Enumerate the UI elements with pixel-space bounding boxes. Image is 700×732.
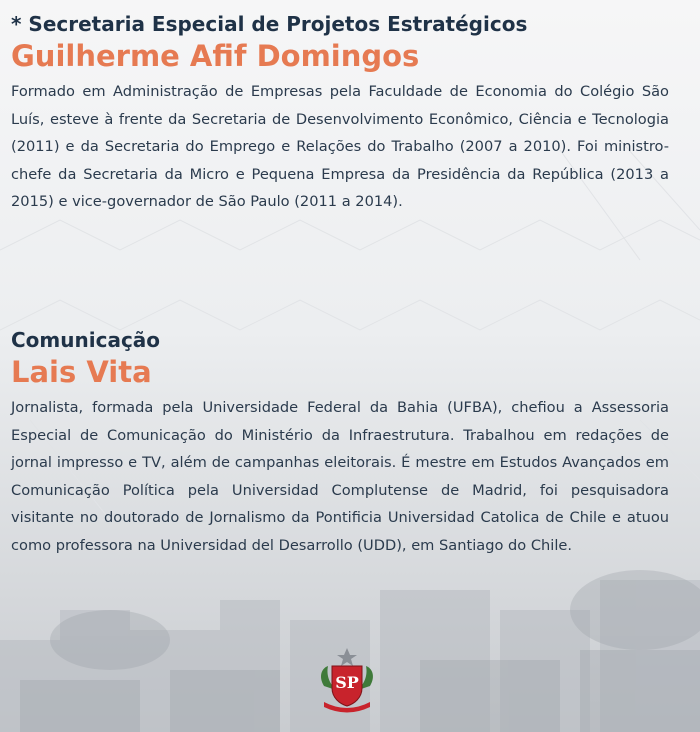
person-name: Lais Vita [11, 355, 152, 389]
section-projetos-estrategicos [11, 10, 669, 216]
person-bio: Jornalista, formada pela Universidade Federal da Bahia (UFBA), chefiou a Assessoria Especial de Comunicação do Ministério da Infraestrutura. Trabalhou em redações de jornal impresso e TV, além de campanhas eleitorais. É mestre em Estudos Avançados em Comunicação Política pela Universidad Complutense de Madrid, foi pesquisadora visitante no doutorado de Jornalismo da Pontificia Universidad Catolica de Chile e atuou como professora na Universidad del Desarrollo (UDD), em Santiago do Chile. [11, 399, 669, 554]
section-role-heading: Comunicação [11, 328, 161, 352]
section-role-heading: * Secretaria Especial de Projetos Estratégicos [11, 12, 528, 36]
person-bio: Formado em Administração de Empresas pela Faculdade de Economia do Colégio São Luís, esteve à frente da Secretaria de Desenvolvimento Econômico, Ciência e Tecnologia (2011) e da Secretaria do Emprego e Relações do Trabalho (2007 a 2010). Foi ministro-chefe da Secretaria da Micro e Pequena Empresa da Presidência da República (2013 a 2015) e vice-governador de São Paulo (2011 a 2014). [11, 83, 669, 211]
section-comunicacao [11, 326, 669, 560]
person-name: Guilherme Afif Domingos [11, 39, 420, 73]
sao-paulo-coat-of-arms-icon [316, 646, 378, 714]
svg-text:SP: SP [335, 673, 359, 692]
